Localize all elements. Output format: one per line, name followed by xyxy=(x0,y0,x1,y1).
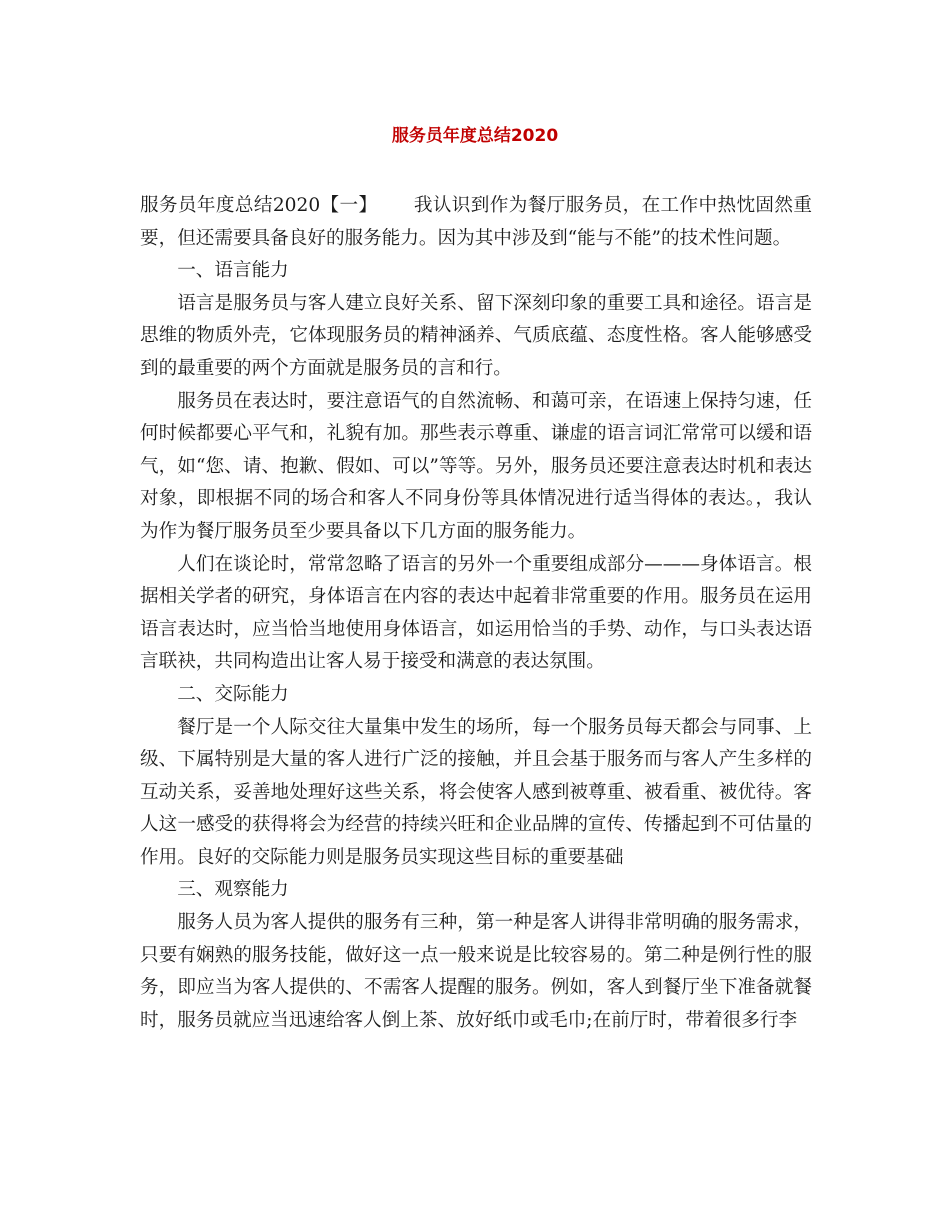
section-heading-language: 一、语言能力 xyxy=(177,260,289,282)
intro-paragraph xyxy=(140,190,812,255)
paragraph: 语言是服务员与客人建立良好关系、留下深刻印象的重要工具和途径。语言是思维的物质外壳，它体现服务员的精神涵养、气质底蕴、态度性格。客人能够感受到的最重要的两个方面就是服务员的言和行。 xyxy=(140,292,812,379)
intro-text: 我认识到作为餐厅服务员，在工作中热忱固然重要，但还需要具备良好的服务能力。因为其中涉及到“能与不能”的技术性问题。 xyxy=(140,195,812,249)
document-body xyxy=(140,190,812,1037)
section-heading-social: 二、交际能力 xyxy=(177,683,289,705)
paragraph: 服务人员为客人提供的服务有三种，第一种是客人讲得非常明确的服务需求，只要有娴熟的服务技能，做好这一点一般来说是比较容易的。第二种是例行性的服务，即应当为客人提供的、不需客人提醒的服务。例如，客人到餐厅坐下准备就餐时，服务员就应当迅速给客人倒上茶、放好纸巾或毛巾;在前厅时，带着很多行李 xyxy=(140,912,812,1031)
paragraph: 餐厅是一个人际交往大量集中发生的场所，每一个服务员每天都会与同事、上级、下属特别是大量的客人进行广泛的接触，并且会基于服务而与客人产生多样的互动关系，妥善地处理好这些关系，将会使客人感到被尊重、被看重、被优待。客人这一感受的获得将会为经营的持续兴旺和企业品牌的宣传、传播起到不可估量的作用。良好的交际能力则是服务员实现这些目标的重要基础 xyxy=(140,716,812,868)
paragraph: 服务员在表达时，要注意语气的自然流畅、和蔼可亲，在语速上保持匀速，任何时候都要心平气和，礼貌有加。那些表示尊重、谦虚的语言词汇常常可以缓和语气，如“您、请、抱歉、假如、可以”等等。另外，服务员还要注意表达时机和表达对象，即根据不同的场合和客人不同身份等具体情况进行适当得体的表达。，我认为作为餐厅服务员至少要具备以下几方面的服务能力。 xyxy=(140,390,812,542)
paragraph: 人们在谈论时，常常忽略了语言的另外一个重要组成部分———身体语言。根据相关学者的研究，身体语言在内容的表达中起着非常重要的作用。服务员在运用语言表达时，应当恰当地使用身体语言，如运用恰当的手势、动作，与口头表达语言联袂，共同构造出让客人易于接受和满意的表达氛围。 xyxy=(140,553,812,673)
section-heading-observation: 三、观察能力 xyxy=(177,879,289,901)
intro-heading: 服务员年度总结2020【一】 xyxy=(140,195,378,216)
document-title: 服务员年度总结2020 xyxy=(391,126,559,146)
